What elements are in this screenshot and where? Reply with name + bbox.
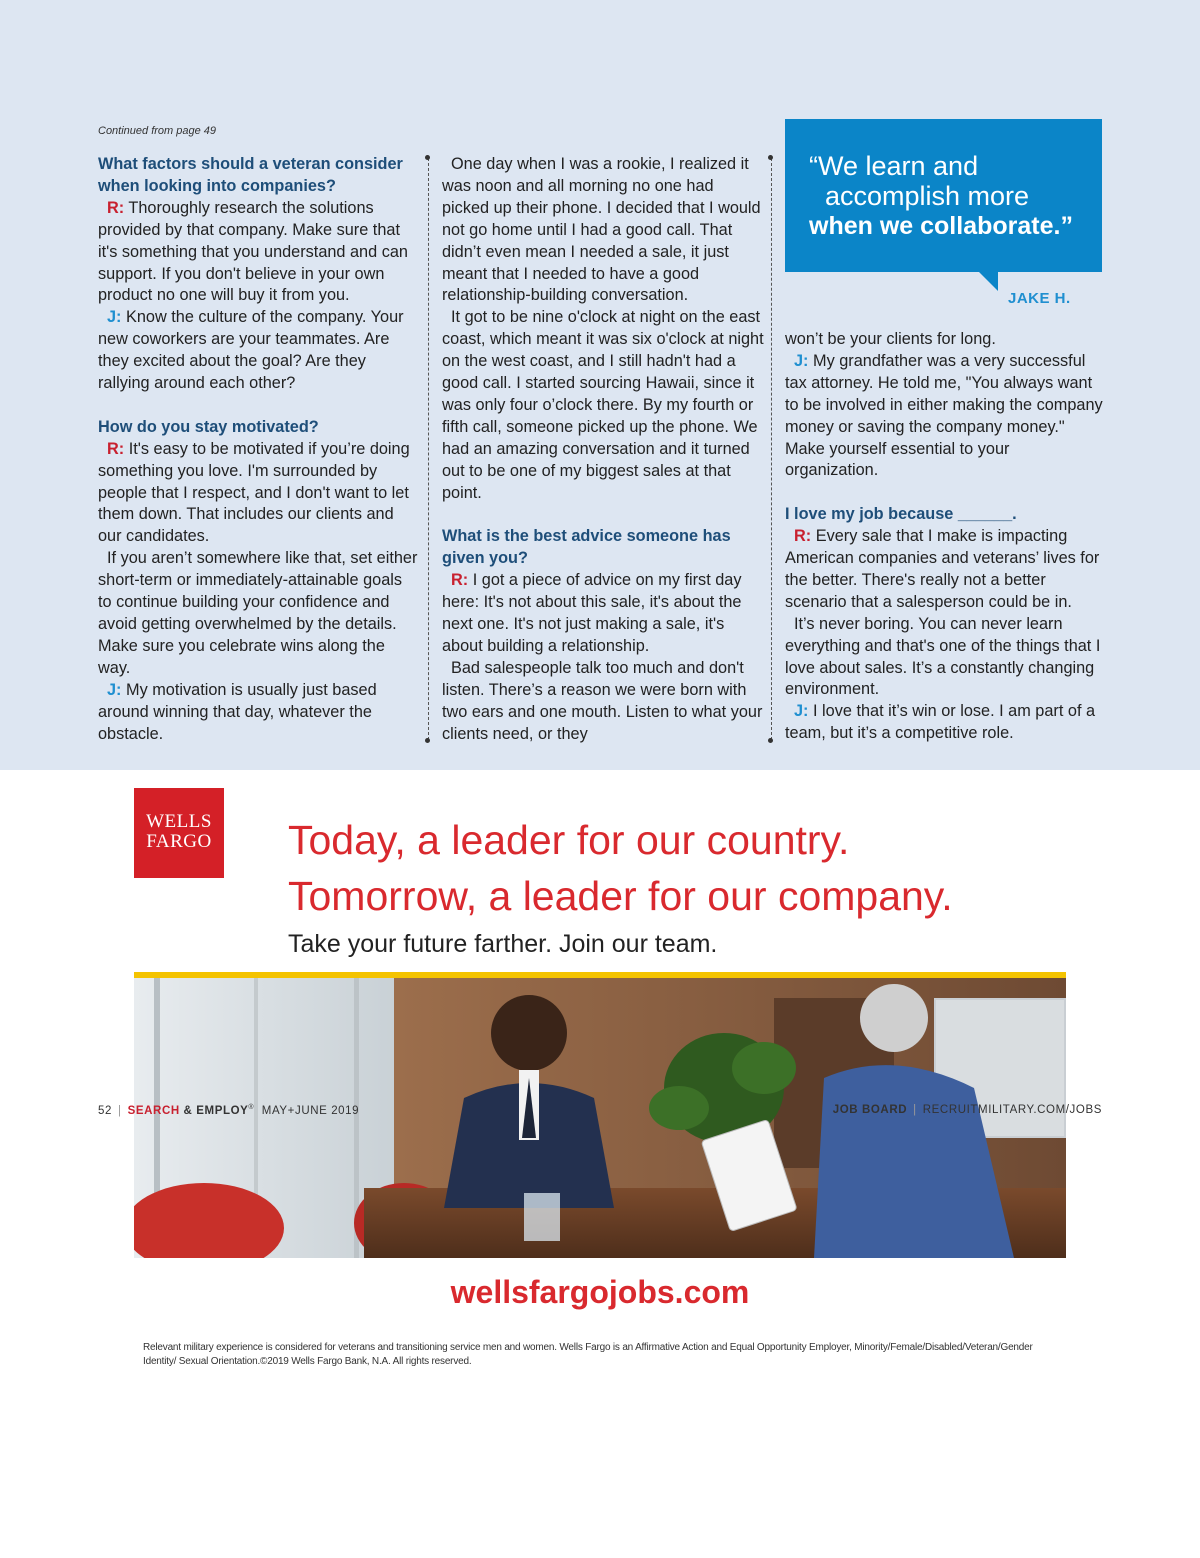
speaker-label: R:: [794, 527, 812, 546]
answer-paragraph: Bad salespeople talk too much and don't listen. There’s a reason we were born with two ears and one mouth. Listen to what your clients need, or they: [442, 658, 763, 743]
speaker-label: J:: [794, 351, 809, 370]
pull-quote: [785, 119, 1102, 272]
answer-paragraph: [98, 307, 420, 395]
answer-text: I got a piece of advice on my first day here: It's not about this sale, it's about the next one. It's not just making a sale, it's about building a relationship.: [442, 571, 742, 655]
answer-text: Thoroughly research the solutions provided by that company. Make sure that it's something that you understand and can support. If you don't believe in your own product no one will buy it from you.: [98, 198, 408, 305]
continued-note: Continued from page 49: [98, 125, 217, 137]
magazine-name-part: SEARCH: [127, 1104, 180, 1117]
answer-paragraph: [98, 439, 420, 549]
answer-text: My grandfather was a very successful tax attorney. He told me, "You always want to be involved in either making the company money or saving the company money." Make yourself essential to your organization.: [785, 351, 1103, 480]
answer-paragraph: won’t be your clients for long.: [785, 330, 996, 348]
logo-text: WELLS: [146, 811, 212, 832]
legal-disclaimer: Relevant military experience is considered for veterans and transitioning service men and women. Wells Fargo is an Affirmative Action and Equal Opportunity Employer, Minority/Female/Disabled/Veteran/Gender Identity/ Sexual Orientation.©2019 Wells Fargo Bank, N.A. All rights reserved.: [143, 1342, 1033, 1367]
article-column-3: [785, 329, 1103, 745]
careers-url[interactable]: wellsfargojobs.com: [450, 1274, 750, 1310]
speaker-label: J:: [107, 680, 122, 699]
headline-line: Today, a leader for our country.: [288, 817, 850, 863]
question-heading: How do you stay motivated?: [98, 417, 319, 436]
ad-headline: [288, 812, 953, 924]
column-divider: [428, 158, 429, 740]
question-heading: What is the best advice someone has given you?: [442, 527, 731, 568]
column-divider: [771, 158, 772, 740]
quote-attribution: JAKE H.: [1008, 290, 1071, 307]
registered-mark: ®: [248, 1104, 255, 1111]
answer-text: I love that it’s win or lose. I am part of a team, but it’s a competitive role.: [785, 702, 1096, 743]
answer-text: My motivation is usually just based around winning that day, whatever the obstacle.: [98, 680, 377, 743]
speaker-label: R:: [451, 571, 469, 590]
speech-tail: [978, 271, 998, 291]
speaker-label: R:: [107, 198, 125, 217]
question-heading: What factors should a veteran consider when looking into companies?: [98, 155, 403, 195]
page-footer-left: 52 | SEARCH & EMPLOY® MAY+JUNE 2019: [98, 1104, 360, 1117]
answer-paragraph: If you aren’t somewhere like that, set either short-term or immediately-attainable goals to continue building your confidence and avoid getting overwhelmed by the details. Make sure you celebrate wins along the way.: [98, 549, 418, 677]
answer-paragraph: [785, 351, 1103, 482]
article-column-1: [98, 154, 420, 745]
ad-photo: [134, 978, 1066, 1258]
question-heading: I love my job because ______.: [785, 505, 1017, 524]
speaker-label: J:: [107, 308, 122, 327]
office-scene-illustration: [134, 978, 1066, 1258]
answer-paragraph: [98, 198, 420, 308]
answer-text: It's easy to be motivated if you’re doing something you love. I'm surrounded by people that I respect, and I don't want to let them down. That includes our clients and our candidates.: [98, 439, 410, 546]
speaker-label: R:: [107, 439, 125, 458]
issue-date: MAY+JUNE 2019: [261, 1104, 360, 1117]
pull-quote-line: accomplish more: [825, 181, 1030, 211]
headline-line: Tomorrow, a leader for our company.: [288, 873, 953, 919]
answer-paragraph: It’s never boring. You can never learn everything and that's one of the things that I love about sales. It’s a constantly changing environment.: [785, 614, 1101, 699]
answer-paragraph: One day when I was a rookie, I realized it was noon and all morning no one had picked up their phone. I decided that I would not go home until I had a good call. That didn’t even mean I needed a sale, it just meant that I needed to have a good relationship-building conversation.: [442, 155, 761, 305]
pull-quote-line: “We learn and: [809, 151, 979, 181]
answer-paragraph: [785, 701, 1103, 745]
ad-subhead: Take your future farther. Join our team.: [288, 930, 718, 958]
answer-paragraph: [442, 570, 764, 658]
answer-text: Know the culture of the company. Your new coworkers are your teammates. Are they excited about the goal? Are they rallying around each other?: [98, 308, 404, 393]
answer-paragraph: [785, 526, 1103, 614]
logo-text: FARGO: [146, 831, 212, 852]
site-link[interactable]: RECRUITMILITARY.COM/JOBS: [922, 1104, 1102, 1116]
page-number: 52: [98, 1104, 112, 1117]
section-name: JOB BOARD: [832, 1104, 908, 1116]
article-column-2: [442, 154, 764, 745]
speaker-label: J:: [794, 702, 809, 721]
wells-fargo-logo[interactable]: [134, 788, 224, 878]
page-footer-right: JOB BOARD | RECRUITMILITARY.COM/JOBS: [832, 1104, 1102, 1116]
answer-paragraph: It got to be nine o'clock at night on the east coast, which meant it was six o'clock at night on the west coast, and I still hadn't had a good call. I started sourcing Hawaii, since it was only four o’clock there. By my fourth or fifth call, someone picked up the phone. We had an amazing conversation and it turned out to be one of my biggest sales at that point.: [442, 308, 764, 502]
answer-paragraph: [98, 680, 420, 746]
pull-quote-line: when we collaborate.”: [809, 212, 1073, 240]
answer-text: Every sale that I make is impacting American companies and veterans’ lives for the better. There's really not a better scenario that a salesperson could be in.: [785, 527, 1100, 611]
magazine-name-part: & EMPLOY: [179, 1104, 249, 1117]
